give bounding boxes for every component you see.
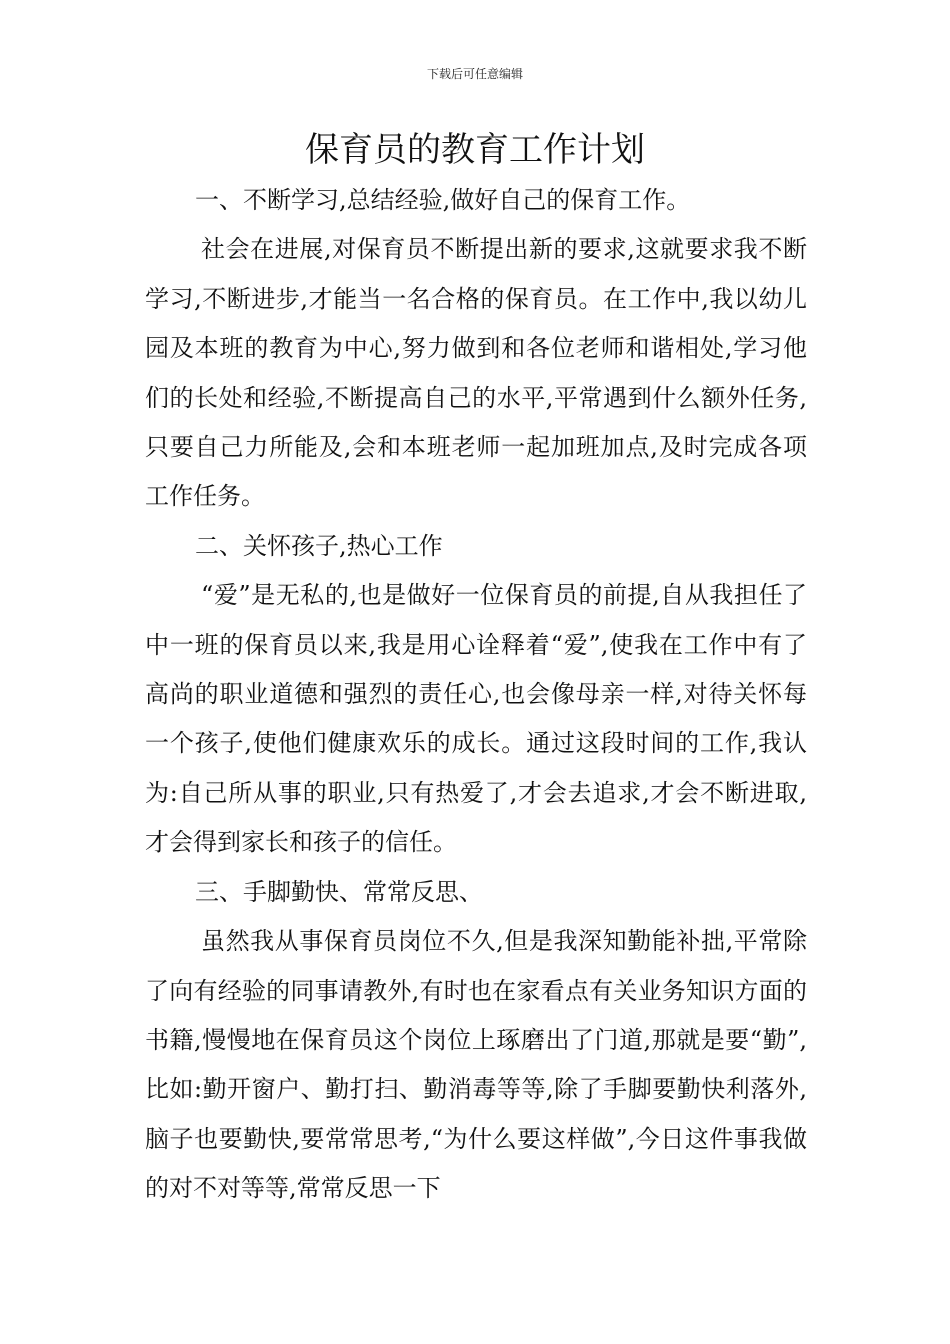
section-heading-1: 一、不断学习,总结经验,做好自己的保育工作。 xyxy=(195,186,691,214)
section-heading-2: 二、关怀孩子,热心工作 xyxy=(195,531,443,560)
section-heading-3: 三、手脚勤快、常常反思、 xyxy=(195,877,483,906)
document-body xyxy=(145,176,807,1214)
page-header-note: 下载后可任意编辑 xyxy=(426,67,523,81)
section-paragraph-1: 社会在进展,对保育员不断提出新的要求,这就要求我不断学习,不断进步,才能当一名合格的保育员。在工作中,我以幼儿园及本班的教育为中心,努力做到和各位老师和谐相处,学习他们的长处和经验,不断提高自己的水平,平常遇到什么额外任务,只要自己力所能及,会和本班老师一起加班加点,及时完成各项工作任务。 xyxy=(145,235,807,511)
section-paragraph-2: “爱”是无私的,也是做好一位保育员的前提,自从我担任了中一班的保育员以来,我是用心诠释着“爱”,使我在工作中有了高尚的职业道德和强烈的责任心,也会像母亲一样,对待关怀每一个孩子,使他们健康欢乐的成长。通过这段时间的工作,我认为:自己所从事的职业,只有热爱了,才会去追求,才会不断进取,才会得到家长和孩子的信任。 xyxy=(145,581,807,857)
document-title: 保育员的教育工作计划 xyxy=(305,130,645,170)
section-paragraph-3: 虽然我从事保育员岗位不久,但是我深知勤能补拙,平常除了向有经验的同事请教外,有时也在家看点有关业务知识方面的书籍,慢慢地在保育员这个岗位上琢磨出了门道,那就是要“勤”,比如:勤开窗户、勤打扫、勤消毒等等,除了手脚要勤快利落外,脑子也要勤快,要常常思考,“为什么要这样做”,今日这件事我做的对不对等等,常常反思一下 xyxy=(145,927,807,1203)
